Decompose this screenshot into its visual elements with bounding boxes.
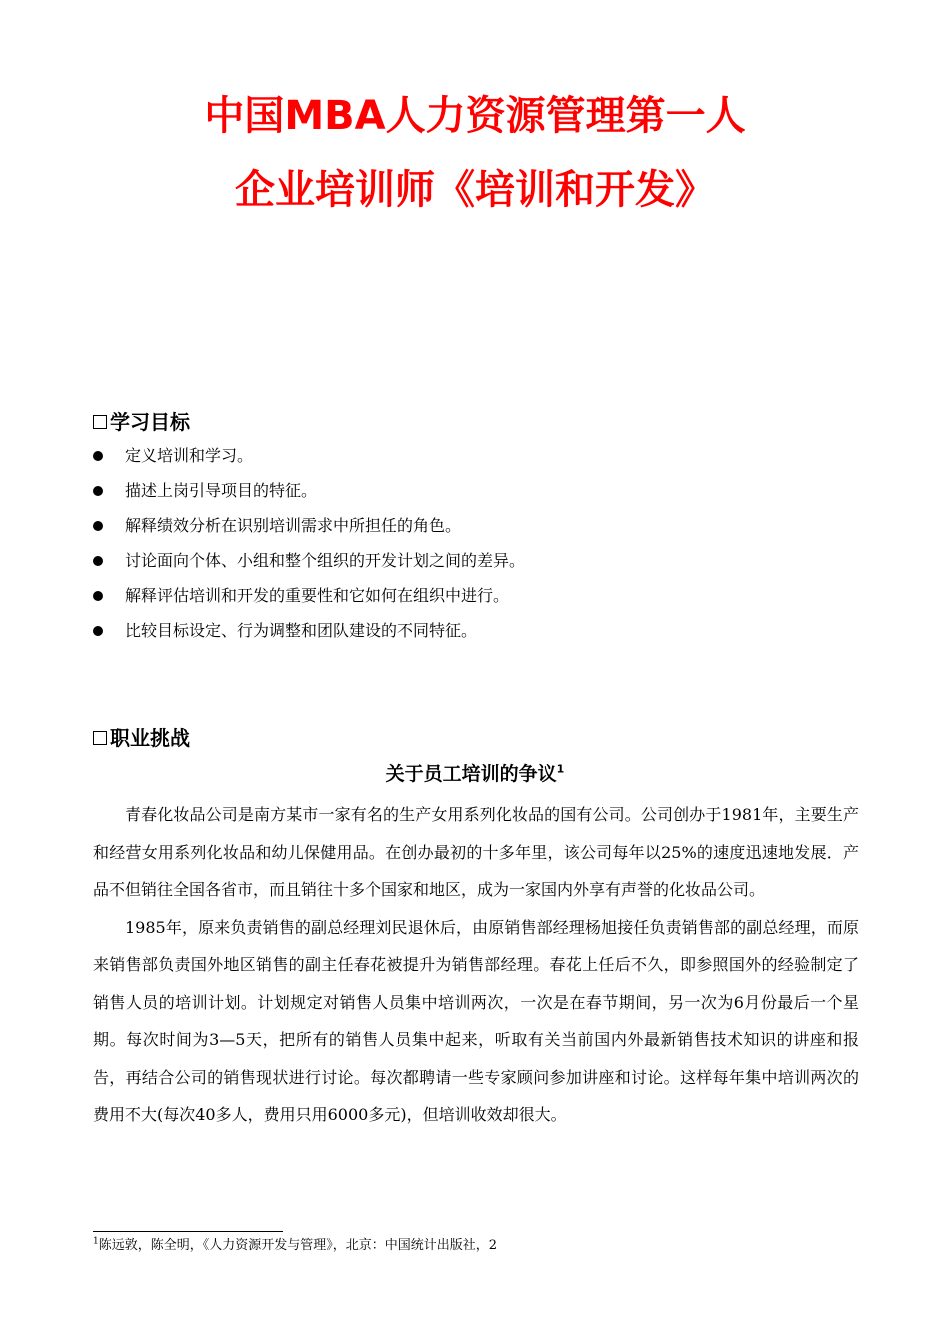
list-item: 比较目标设定、行为调整和团队建设的不同特征。 [93,618,873,653]
list-item: 描述上岗引导项目的特征。 [93,478,873,513]
list-item: 定义培训和学习。 [93,443,873,478]
learning-objectives-list [93,443,873,653]
article-body [93,796,859,1134]
footnote-divider [93,1231,283,1232]
list-item: 讨论面向个体、小组和整个组织的开发计划之间的差异。 [93,548,873,583]
paragraph: 1985年，原来负责销售的副总经理刘民退休后，由原销售部经理杨旭接任负责销售部的副总经理，而原来销售部负责国外地区销售的副主任春花被提升为销售部经理。春花上任后不久，即参照国外的经验制定了销售人员的培训计划。计划规定对销售人员集中培训两次，一次是在春节期间，另一次为6月份最后一个星期。每次时间为3—5天，把所有的销售人员集中起来，听取有关当前国内外最新销售技术知识的讲座和报告，再结合公司的销售现状进行讨论。每次都聘请一些专家顾问参加讲座和讨论。这样每年集中培训两次的费用不大(每次40多人，费用只用6000多元)，但培训收效却很大。 [93,917,859,1124]
list-item: 解释评估培训和开发的重要性和它如何在组织中进行。 [93,583,873,618]
section-heading-label: 职业挑战 [110,726,190,750]
footnote-text: 陈远敦，陈全明，《人力资源开发与管理》，北京：中国统计出版社，2 [98,1238,498,1253]
bullet-icon [93,626,103,636]
document-title-line2: 企业培训师《培训和开发》 [235,167,715,213]
checkbox-icon [93,731,107,745]
checkbox-icon [93,415,107,429]
bullet-icon [93,521,103,531]
bullet-icon [93,591,103,601]
bullet-icon [93,486,103,496]
footnote-mark: 1 [93,1236,99,1247]
section-heading-label: 学习目标 [110,410,190,434]
document-title-line1: 中国MBA人力资源管理第一人 [204,93,746,139]
article-title [0,760,950,788]
bullet-icon [93,556,103,566]
footnote-reference[interactable]: 1 [556,762,565,776]
section-heading-learning-objectives [93,409,190,435]
bullet-icon [93,451,103,461]
list-item: 解释绩效分析在识别培训需求中所担任的角色。 [93,513,873,548]
footnote [93,1236,497,1256]
article-title-text: 关于员工培训的争议 [385,763,557,785]
paragraph: 青春化妆品公司是南方某市一家有名的生产女用系列化妆品的国有公司。公司创办于1981年，主要生产和经营女用系列化妆品和幼儿保健用品。在创办最初的十多年里，该公司每年以25%的速度迅速地发展．产品不但销往全国各省市，而且销往十多个国家和地区，成为一家国内外享有声誉的化妆品公司。 [93,805,859,899]
section-heading-career-challenge [93,725,190,751]
